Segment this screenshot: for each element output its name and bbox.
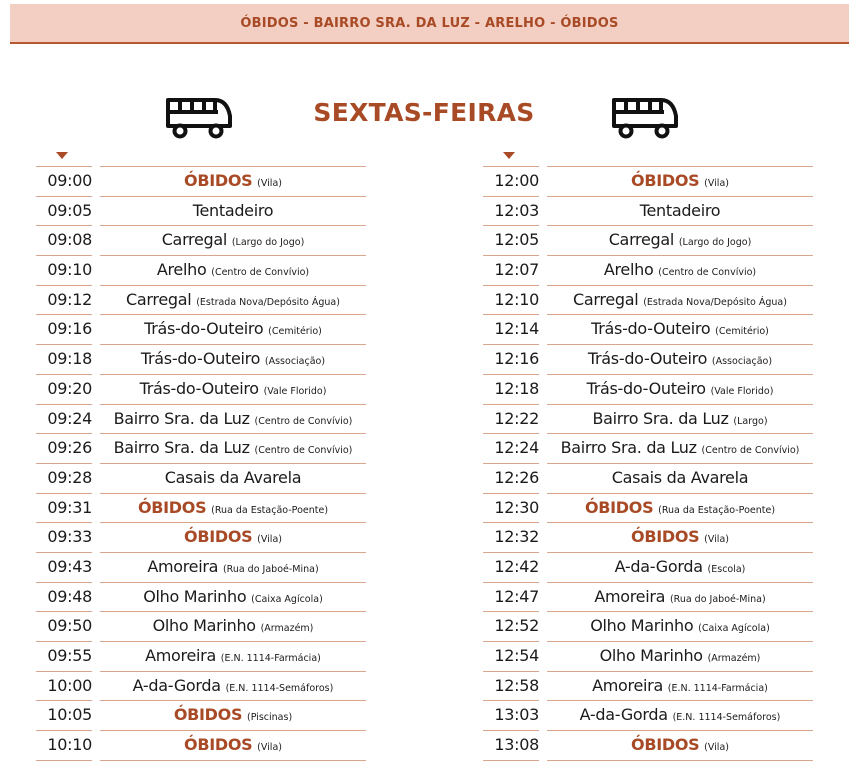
stop-detail: (Vila) bbox=[257, 742, 282, 754]
stop bbox=[547, 315, 813, 345]
stop-detail: (Largo do Jogo) bbox=[678, 237, 752, 249]
stop bbox=[547, 672, 813, 702]
timetable-row bbox=[483, 167, 813, 197]
stop bbox=[100, 405, 366, 435]
timetable-row bbox=[483, 701, 813, 731]
departure-time: 09:26 bbox=[36, 434, 92, 464]
stop-detail: (Vale Florido) bbox=[710, 385, 774, 397]
stop bbox=[100, 494, 366, 524]
timetable-row bbox=[483, 405, 813, 435]
stop-name: Olho Marinho bbox=[590, 616, 694, 636]
stop-name: Amoreira bbox=[147, 556, 219, 576]
stop bbox=[547, 286, 813, 316]
departure-time: 12:32 bbox=[483, 523, 539, 553]
timetable-row bbox=[36, 642, 366, 672]
stop-detail: (Rua da Estação-Poente) bbox=[211, 504, 329, 516]
departure-time: 13:08 bbox=[483, 731, 539, 761]
bus-icon bbox=[163, 94, 235, 140]
stop-name: Trás-do-Outeiro bbox=[591, 319, 711, 339]
stop-detail: (E.N. 1114-Semáforos) bbox=[225, 682, 334, 694]
departure-time: 12:05 bbox=[483, 226, 539, 256]
stop bbox=[100, 672, 366, 702]
stop-detail: (Associação) bbox=[264, 356, 326, 368]
departure-time: 09:08 bbox=[36, 226, 92, 256]
timetable-row bbox=[36, 256, 366, 286]
stop bbox=[547, 523, 813, 553]
stop bbox=[100, 523, 366, 553]
departure-time: 09:43 bbox=[36, 553, 92, 583]
stop bbox=[100, 464, 366, 494]
stop-name: Tentadeiro bbox=[639, 200, 721, 220]
stop-name: Bairro Sra. da Luz bbox=[592, 408, 729, 428]
timetable-row bbox=[36, 464, 366, 494]
stop-detail: (Largo do Jogo) bbox=[231, 237, 305, 249]
departure-time: 09:05 bbox=[36, 197, 92, 227]
stop-detail: (Estrada Nova/Depósito Água) bbox=[196, 296, 340, 308]
stop bbox=[547, 464, 813, 494]
departure-time: 12:07 bbox=[483, 256, 539, 286]
stop-detail: (Vila) bbox=[704, 178, 729, 189]
timetable-row bbox=[483, 256, 813, 286]
timetable-row bbox=[36, 167, 366, 197]
stop bbox=[547, 226, 813, 256]
stop-name: Trás-do-Outeiro bbox=[139, 378, 259, 398]
departure-time: 09:50 bbox=[36, 612, 92, 642]
stop bbox=[100, 375, 366, 405]
stop-detail: (Largo) bbox=[733, 415, 768, 427]
stop bbox=[547, 553, 813, 583]
stop-name: Casais da Avarela bbox=[164, 467, 302, 487]
stop-name: Casais da Avarela bbox=[611, 467, 749, 487]
stop-detail: (Vale Florido) bbox=[263, 385, 327, 397]
departure-time: 12:42 bbox=[483, 553, 539, 583]
stop bbox=[100, 286, 366, 316]
timetable-row bbox=[483, 226, 813, 256]
stop bbox=[547, 583, 813, 613]
departure-time: 13:03 bbox=[483, 701, 539, 731]
stop bbox=[547, 167, 813, 197]
departure-time: 12:54 bbox=[483, 642, 539, 672]
stop-detail: (Escola) bbox=[707, 563, 746, 575]
timetable-row bbox=[36, 672, 366, 702]
stop-detail: (E.N. 1114-Farmácia) bbox=[667, 682, 768, 694]
stop bbox=[547, 375, 813, 405]
stop bbox=[547, 701, 813, 731]
stop-detail: (Vila) bbox=[257, 178, 282, 189]
stop bbox=[100, 167, 366, 197]
timetable-row bbox=[483, 494, 813, 524]
stop-detail: (E.N. 1114-Farmácia) bbox=[220, 653, 321, 664]
caret-down-icon bbox=[56, 152, 68, 159]
stop bbox=[100, 583, 366, 613]
stop bbox=[100, 642, 366, 672]
stop-name: ÓBIDOS bbox=[184, 527, 253, 547]
stop-name: Arelho bbox=[603, 260, 654, 280]
stop-name: Bairro Sra. da Luz bbox=[113, 438, 250, 458]
stop bbox=[100, 612, 366, 642]
stop-name: ÓBIDOS bbox=[184, 735, 253, 755]
departure-time: 12:47 bbox=[483, 583, 539, 613]
stop-detail: (Armazém) bbox=[260, 623, 314, 635]
stop-name: ÓBIDOS bbox=[584, 497, 654, 517]
timetable-row bbox=[36, 226, 366, 256]
stop-detail: (Centro de Convívio) bbox=[658, 267, 757, 279]
stop-name: Carregal bbox=[608, 230, 675, 250]
stop-name: Olho Marinho bbox=[143, 586, 247, 606]
stop-name: Amoreira bbox=[594, 586, 666, 606]
stop-name: Trás-do-Outeiro bbox=[144, 319, 264, 339]
timetable-row bbox=[483, 464, 813, 494]
stop bbox=[100, 701, 366, 731]
departure-time: 10:10 bbox=[36, 731, 92, 761]
timetable-rows bbox=[36, 167, 366, 761]
stop bbox=[547, 612, 813, 642]
stop-detail: (Vila) bbox=[704, 742, 729, 754]
stop-detail: (Rua do Jaboé-Mina) bbox=[222, 563, 319, 575]
stop-detail: (Caixa Agícola) bbox=[698, 623, 770, 635]
stop bbox=[547, 642, 813, 672]
departure-time: 09:20 bbox=[36, 375, 92, 405]
departure-time: 12:24 bbox=[483, 434, 539, 464]
departure-time: 09:10 bbox=[36, 256, 92, 286]
timetable-row bbox=[483, 286, 813, 316]
timetable-row bbox=[36, 583, 366, 613]
departure-time: 09:31 bbox=[36, 494, 92, 524]
stop bbox=[547, 256, 813, 286]
timetable-row bbox=[483, 434, 813, 464]
departure-time: 09:48 bbox=[36, 583, 92, 613]
route-title: ÓBIDOS - BAIRRO SRA. DA LUZ - ARELHO - ÓBIDOS bbox=[240, 15, 619, 31]
timetable-row bbox=[36, 434, 366, 464]
timetable-row bbox=[483, 315, 813, 345]
stop bbox=[547, 731, 813, 761]
departure-time: 12:16 bbox=[483, 345, 539, 375]
timetable-row bbox=[36, 345, 366, 375]
timetable-row bbox=[36, 494, 366, 524]
stop-detail: (Piscinas) bbox=[246, 712, 293, 724]
stop-detail: (Rua do Jaboé-Mina) bbox=[669, 593, 766, 605]
stop-detail: (E.N. 1114-Semáforos) bbox=[672, 712, 781, 724]
schedule-title: SEXTAS-FEIRAS bbox=[313, 98, 535, 127]
departure-time: 12:22 bbox=[483, 405, 539, 435]
stop-detail: (Cemitério) bbox=[715, 326, 769, 338]
timetable-row bbox=[36, 405, 366, 435]
stop bbox=[100, 256, 366, 286]
caret-down-icon bbox=[503, 152, 515, 159]
departure-time: 12:52 bbox=[483, 612, 539, 642]
stop-name: Carregal bbox=[126, 289, 192, 309]
stop bbox=[100, 345, 366, 375]
departure-time: 12:26 bbox=[483, 464, 539, 494]
stop-name: Trás-do-Outeiro bbox=[586, 378, 706, 398]
departure-time: 09:00 bbox=[36, 167, 92, 197]
timetable-rows bbox=[483, 167, 813, 761]
stop-detail: (Cemitério) bbox=[268, 326, 322, 338]
timetable-row bbox=[483, 553, 813, 583]
stop-name: Amoreira bbox=[592, 675, 663, 695]
departure-time: 10:00 bbox=[36, 672, 92, 702]
stop-name: Bairro Sra. da Luz bbox=[113, 408, 250, 428]
stop-detail: (Rua da Estação-Poente) bbox=[658, 504, 776, 516]
timetable-row bbox=[36, 197, 366, 227]
stop-name: ÓBIDOS bbox=[137, 497, 207, 517]
timetable-row bbox=[483, 583, 813, 613]
stop-name: Amoreira bbox=[145, 646, 216, 665]
stop-name: A-da-Gorda bbox=[579, 705, 668, 725]
stop-detail: (Vila) bbox=[257, 534, 282, 546]
stop-name: ÓBIDOS bbox=[631, 171, 700, 190]
stop-name: Carregal bbox=[161, 230, 228, 250]
stop-name: ÓBIDOS bbox=[184, 171, 253, 190]
timetable-row bbox=[36, 612, 366, 642]
timetable-row bbox=[483, 345, 813, 375]
timetable-row bbox=[483, 375, 813, 405]
stop-name: Trás-do-Outeiro bbox=[587, 349, 708, 369]
stop-name: A-da-Gorda bbox=[132, 675, 221, 695]
departure-time: 09:55 bbox=[36, 642, 92, 672]
bus-icon bbox=[609, 94, 681, 140]
timetable-row bbox=[483, 197, 813, 227]
departure-time: 09:33 bbox=[36, 523, 92, 553]
timetable-row bbox=[36, 375, 366, 405]
stop-detail: (Centro de Convívio) bbox=[701, 445, 800, 457]
timetable-row bbox=[36, 731, 366, 761]
stop-name: Tentadeiro bbox=[192, 200, 274, 220]
stop-name: ÓBIDOS bbox=[173, 705, 243, 725]
stop bbox=[547, 197, 813, 227]
stop bbox=[100, 197, 366, 227]
departure-time: 12:03 bbox=[483, 197, 539, 227]
stop-detail: (Centro de Convívio) bbox=[254, 445, 353, 457]
timetable-row bbox=[483, 523, 813, 553]
stop-name: Olho Marinho bbox=[152, 616, 256, 636]
departure-time: 12:30 bbox=[483, 494, 539, 524]
stop bbox=[100, 226, 366, 256]
stop-name: Arelho bbox=[156, 260, 207, 280]
timetable-row bbox=[483, 731, 813, 761]
route-banner bbox=[10, 4, 849, 44]
stop-name: Bairro Sra. da Luz bbox=[560, 438, 697, 458]
timetable-row bbox=[483, 672, 813, 702]
timetable-row bbox=[36, 553, 366, 583]
stop bbox=[100, 315, 366, 345]
departure-time: 12:58 bbox=[483, 672, 539, 702]
timetable-row bbox=[483, 642, 813, 672]
stop-detail: (Estrada Nova/Depósito Água) bbox=[643, 296, 787, 308]
stop bbox=[100, 434, 366, 464]
departure-time: 09:18 bbox=[36, 345, 92, 375]
departure-time: 09:24 bbox=[36, 405, 92, 435]
timetable-row bbox=[36, 286, 366, 316]
stop bbox=[100, 731, 366, 761]
stop bbox=[100, 553, 366, 583]
departure-time: 10:05 bbox=[36, 701, 92, 731]
stop-name: ÓBIDOS bbox=[631, 735, 700, 755]
stop-name: ÓBIDOS bbox=[631, 527, 700, 547]
timetable-row bbox=[36, 523, 366, 553]
departure-time: 09:28 bbox=[36, 464, 92, 494]
timetable-row bbox=[483, 612, 813, 642]
stop bbox=[547, 345, 813, 375]
stop-name: Trás-do-Outeiro bbox=[140, 349, 261, 369]
stop bbox=[547, 405, 813, 435]
departure-time: 12:10 bbox=[483, 286, 539, 316]
stop-detail: (Associação) bbox=[711, 356, 773, 368]
stop-detail: (Centro de Convívio) bbox=[254, 415, 353, 427]
timetable-row bbox=[36, 701, 366, 731]
stop bbox=[547, 434, 813, 464]
departure-time: 12:00 bbox=[483, 167, 539, 197]
departure-time: 12:18 bbox=[483, 375, 539, 405]
departure-time: 12:14 bbox=[483, 315, 539, 345]
timetable-row bbox=[36, 315, 366, 345]
stop-name: Olho Marinho bbox=[599, 646, 703, 665]
stop-detail: (Caixa Agícola) bbox=[251, 593, 323, 605]
stop-detail: (Centro de Convívio) bbox=[211, 267, 310, 279]
stop-detail: (Vila) bbox=[704, 534, 729, 546]
stop-name: Carregal bbox=[573, 289, 639, 309]
departure-time: 09:12 bbox=[36, 286, 92, 316]
stop-name: A-da-Gorda bbox=[614, 556, 703, 576]
departure-time: 09:16 bbox=[36, 315, 92, 345]
stop bbox=[547, 494, 813, 524]
stop-detail: (Armazém) bbox=[707, 653, 761, 664]
